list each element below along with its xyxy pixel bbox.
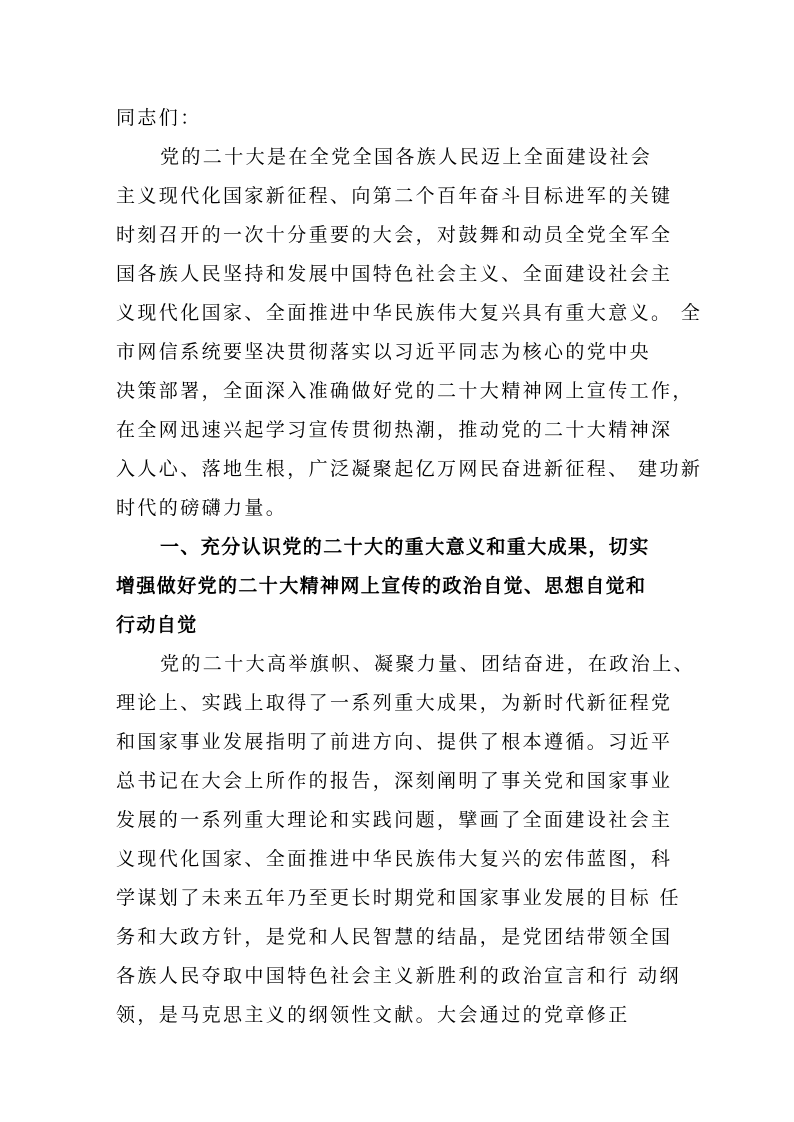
body-paragraph-line: 各族人民夺取中国特色社会主义新胜利的政治宣言和行 动纲 <box>116 965 681 987</box>
intro-paragraph-line: 党的二十大是在全党全国各族人民迈上全面建设社会 <box>160 146 653 168</box>
body-paragraph-line: 学谋划了未来五年乃至更长时期党和国家事业发展的目标 任 <box>116 887 681 909</box>
section-heading-line: 行动自觉 <box>116 614 198 636</box>
intro-paragraph-line: 国各族人民坚持和发展中国特色社会主义、全面建设社会主 <box>116 263 673 285</box>
intro-paragraph-line: 时刻召开的一次十分重要的大会，对鼓舞和动员全党全军全 <box>116 224 673 246</box>
body-paragraph-line: 义现代化国家、全面推进中华民族伟大复兴的宏伟蓝图，科 <box>116 848 673 870</box>
salutation: 同志们： <box>116 107 202 129</box>
intro-paragraph-line: 市网信系统要坚决贯彻落实以习近平同志为核心的党中央 <box>116 341 652 363</box>
body-paragraph-line: 发展的一系列重大理论和实践问题，擘画了全面建设社会主 <box>116 809 673 831</box>
body-paragraph-line: 理论上、实践上取得了一系列重大成果，为新时代新征程党 <box>116 692 673 714</box>
intro-paragraph-line: 决策部署，全面深入准确做好党的二十大精神网上宣传工作， <box>116 380 694 402</box>
body-paragraph-line: 务和大政方针，是党和人民智慧的结晶，是党团结带领全国 <box>116 926 673 948</box>
section-heading-line: 一、充分认识党的二十大的重大意义和重大成果，切实 <box>160 536 650 558</box>
intro-paragraph-line: 义现代化国家、全面推进中华民族伟大复兴具有重大意义。 全 <box>116 302 703 324</box>
intro-paragraph-line: 时代的磅礴力量。 <box>116 497 288 519</box>
body-paragraph-line: 总书记在大会上所作的报告，深刻阐明了事关党和国家事业 <box>116 770 673 792</box>
intro-paragraph-line: 在全网迅速兴起学习宣传贯彻热潮，推动党的二十大精神深 <box>116 419 673 441</box>
body-paragraph-line: 领，是马克思主义的纲领性文献。大会通过的党章修正 <box>116 1004 630 1026</box>
intro-paragraph-line: 主义现代化国家新征程、向第二个百年奋斗目标进军的关键 <box>116 185 673 207</box>
section-heading-line: 增强做好党的二十大精神网上宣传的政治自觉、思想自觉和 <box>116 575 647 597</box>
body-paragraph-line: 党的二十大高举旗帜、凝聚力量、团结奋进，在政治上、 <box>160 653 696 675</box>
body-paragraph-line: 和国家事业发展指明了前进方向、提供了根本遵循。习近平 <box>116 731 673 753</box>
intro-paragraph-line: 入人心、落地生根，广泛凝聚起亿万网民奋进新征程、 建功新 <box>116 458 703 480</box>
